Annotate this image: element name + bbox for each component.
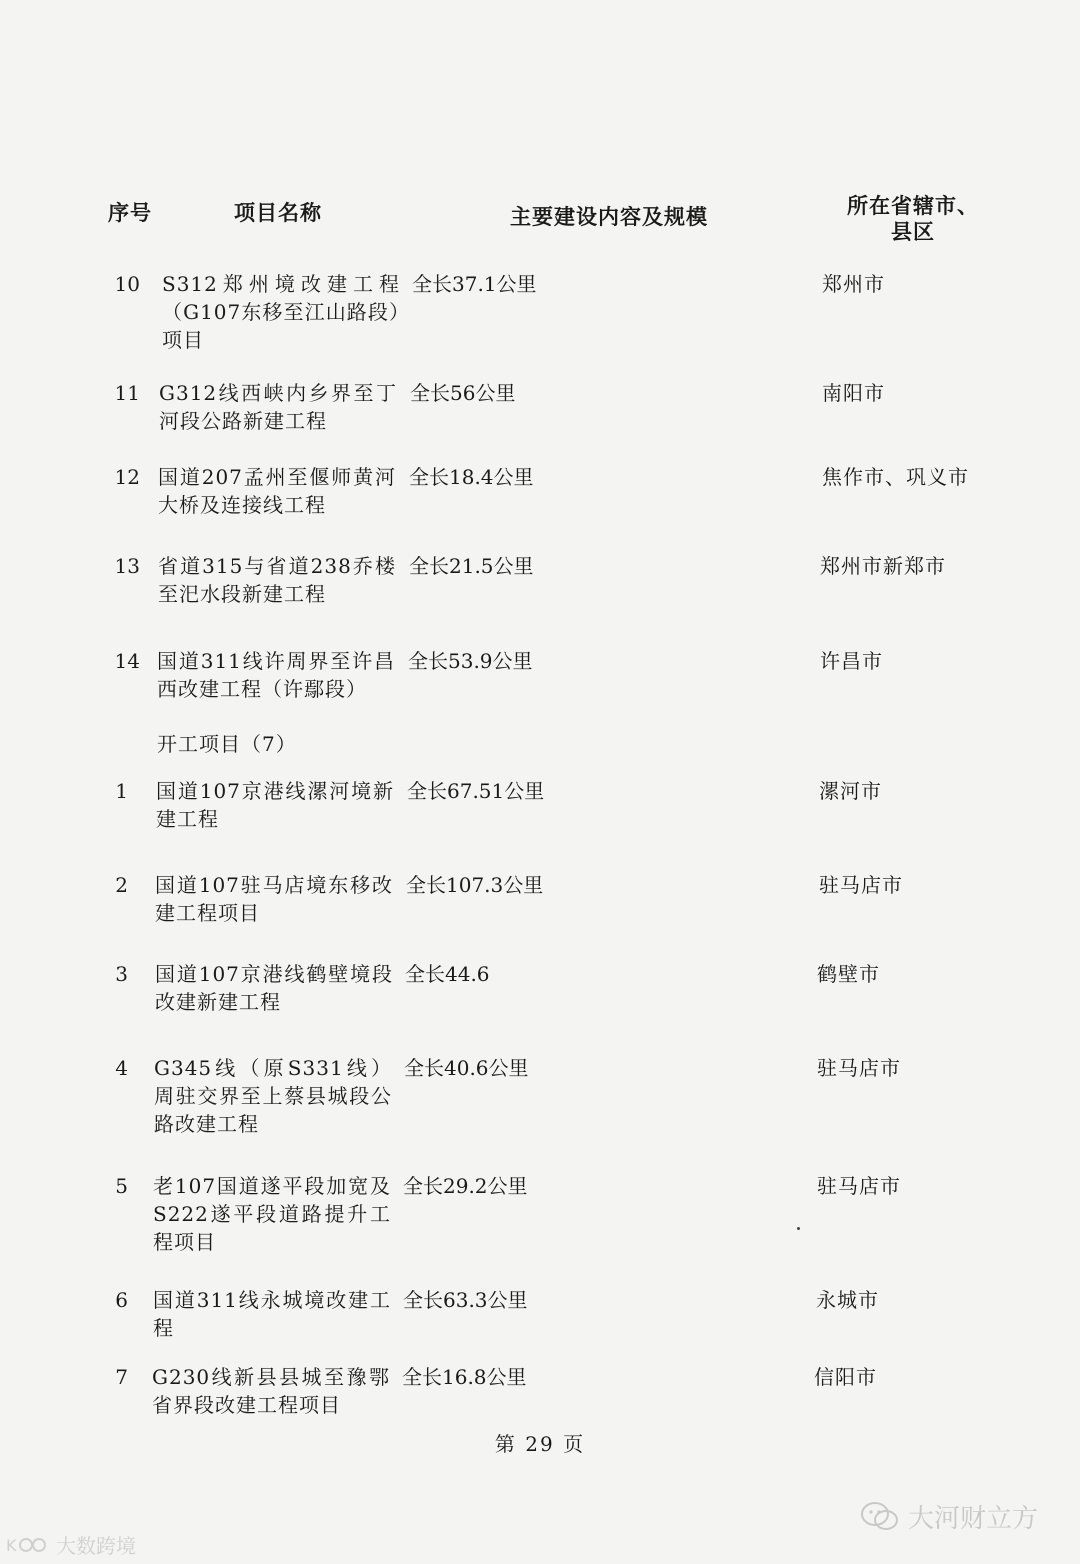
row-serial-number: 10 bbox=[114, 272, 140, 296]
row-location: 郑州市 bbox=[822, 272, 885, 296]
row-construction-content: 全长16.8公里 bbox=[402, 1365, 527, 1389]
row-serial-number: 13 bbox=[114, 554, 140, 578]
header-location-line1: 所在省辖市、 bbox=[847, 193, 979, 218]
row-project-name: 国道107京港线鹤壁境段改建新建工程 bbox=[155, 962, 393, 1014]
row-construction-content: 全长56公里 bbox=[410, 381, 516, 405]
row-location: 永城市 bbox=[816, 1288, 879, 1312]
header-location bbox=[843, 193, 983, 245]
row-serial-number: 3 bbox=[115, 962, 128, 986]
row-construction-content: 全长63.3公里 bbox=[403, 1288, 528, 1312]
row-location: 焦作市、巩义市 bbox=[822, 465, 969, 489]
row-serial-number: 4 bbox=[115, 1056, 128, 1080]
row-project-name: 国道107驻马店境东移改建工程项目 bbox=[155, 873, 393, 925]
svg-text:K: K bbox=[6, 1535, 17, 1555]
watermark-dahe-text: 大河财立方 bbox=[908, 1504, 1039, 1534]
row-serial-number: 11 bbox=[114, 381, 140, 405]
row-location: 驻马店市 bbox=[817, 1174, 901, 1198]
page-number: 第 29 页 bbox=[494, 1432, 586, 1456]
row-construction-content: 全长21.5公里 bbox=[409, 554, 534, 578]
row-construction-content: 全长67.51公里 bbox=[407, 779, 545, 803]
row-location: 驻马店市 bbox=[819, 873, 903, 897]
row-project-name: 国道207孟州至偃师黄河大桥及连接线工程 bbox=[158, 465, 396, 517]
row-construction-content: 全长53.9公里 bbox=[408, 649, 533, 673]
row-project-name: 国道107京港线漯河境新建工程 bbox=[156, 779, 394, 831]
brand-logo-icon bbox=[6, 1534, 52, 1556]
row-serial-number: 1 bbox=[115, 779, 128, 803]
row-construction-content: 全长40.6公里 bbox=[404, 1056, 529, 1080]
row-construction-content: 全长29.2公里 bbox=[403, 1174, 528, 1198]
row-serial-number: 5 bbox=[115, 1174, 128, 1198]
watermark-dashu-text: 大数跨境 bbox=[56, 1534, 136, 1558]
row-project-name: 省道315与省道238乔楼至汜水段新建工程 bbox=[158, 554, 396, 606]
watermark-dahe bbox=[860, 1498, 1038, 1535]
row-project-name: 国道311线许周界至许昌西改建工程（许鄢段） bbox=[157, 649, 395, 701]
row-construction-content: 全长37.1公里 bbox=[412, 272, 537, 296]
row-project-name: S312郑州境改建工程（G107东移至江山路段）项目 bbox=[162, 272, 400, 352]
header-serial-number: 序号 bbox=[108, 200, 152, 225]
section-start-projects: 开工项目（7） bbox=[157, 732, 297, 756]
row-serial-number: 2 bbox=[115, 873, 128, 897]
row-serial-number: 14 bbox=[114, 649, 140, 673]
row-serial-number: 7 bbox=[115, 1365, 128, 1389]
row-project-name: G230线新县县城至豫鄂省界段改建工程项目 bbox=[152, 1365, 390, 1417]
row-serial-number: 12 bbox=[114, 465, 140, 489]
scan-speck bbox=[797, 1227, 800, 1230]
row-location: 南阳市 bbox=[822, 381, 885, 405]
wechat-icon bbox=[860, 1500, 900, 1534]
row-location: 鹤壁市 bbox=[817, 962, 880, 986]
row-location: 郑州市新郑市 bbox=[820, 554, 946, 578]
row-construction-content: 全长18.4公里 bbox=[409, 465, 534, 489]
row-project-name: G345线（原S331线）周驻交界至上蔡县城段公路改建工程 bbox=[154, 1056, 392, 1136]
header-location-line2: 县区 bbox=[891, 219, 935, 244]
row-serial-number: 6 bbox=[115, 1288, 128, 1312]
row-location: 信阳市 bbox=[814, 1365, 877, 1389]
row-construction-content: 全长107.3公里 bbox=[406, 873, 544, 897]
row-location: 许昌市 bbox=[820, 649, 883, 673]
row-project-name: 国道311线永城境改建工程 bbox=[153, 1288, 391, 1340]
header-construction-content: 主要建设内容及规模 bbox=[510, 204, 708, 229]
row-project-name: 老107国道遂平段加宽及S222遂平段道路提升工程项目 bbox=[153, 1174, 391, 1254]
header-project-name: 项目名称 bbox=[234, 200, 322, 225]
row-construction-content: 全长44.6 bbox=[405, 962, 490, 986]
watermark-dashu bbox=[6, 1530, 136, 1559]
row-project-name: G312线西峡内乡界至丁河段公路新建工程 bbox=[159, 381, 397, 433]
row-location: 驻马店市 bbox=[817, 1056, 901, 1080]
row-location: 漯河市 bbox=[819, 779, 882, 803]
